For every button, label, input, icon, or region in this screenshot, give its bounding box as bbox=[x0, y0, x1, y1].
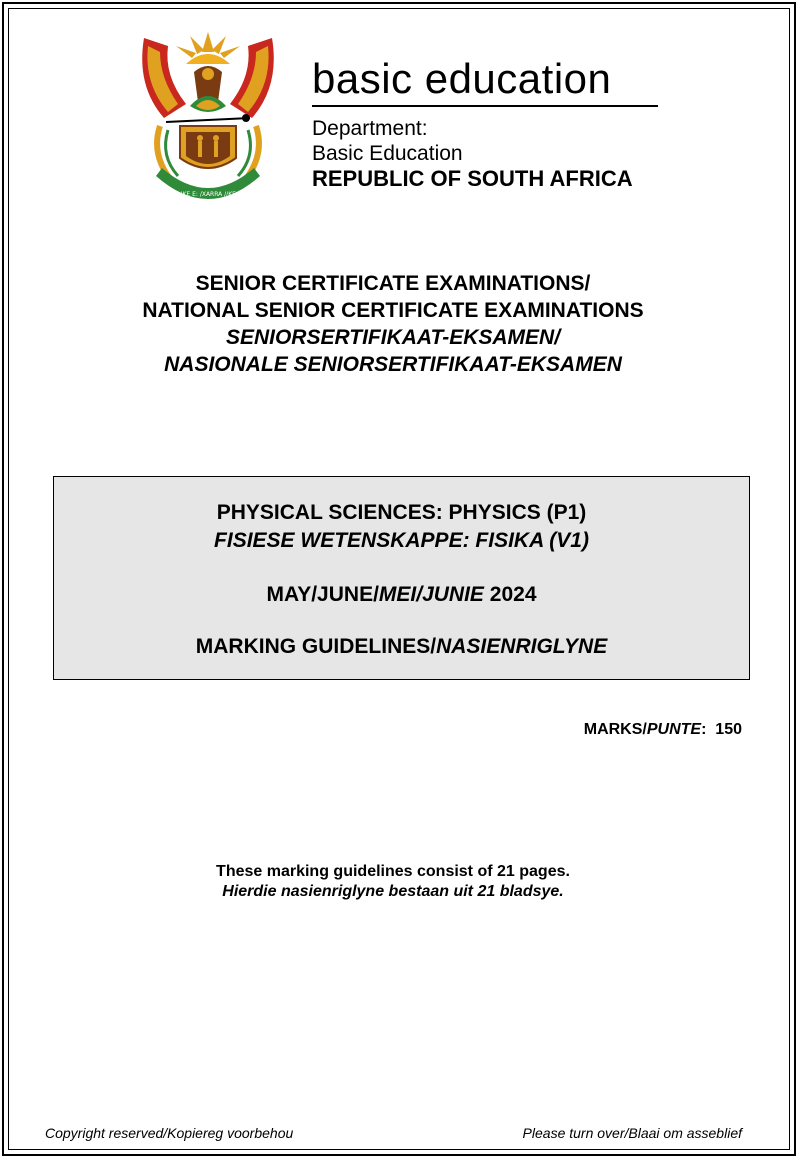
footer-copyright: Copyright reserved/Kopiereg voorbehou bbox=[45, 1125, 294, 1141]
marks-separator: : bbox=[701, 721, 716, 738]
marks-label-afrikaans: PUNTE bbox=[646, 721, 702, 738]
session-afrikaans: MEI/JUNIE bbox=[378, 583, 484, 606]
country-name: REPUBLIC OF SOUTH AFRICA bbox=[312, 166, 633, 191]
page-count-afrikaans: Hierdie nasienriglyne bestaan uit 21 bladsye. bbox=[222, 883, 564, 900]
department-label: Department: bbox=[312, 117, 428, 140]
motto-text: !KE E: /XARRA //KE bbox=[180, 191, 236, 198]
document-type-english: MARKING GUIDELINES/ bbox=[195, 635, 437, 658]
footer-turn-over: Please turn over/Blaai om asseblief bbox=[522, 1125, 742, 1141]
sun-icon bbox=[176, 32, 240, 64]
document-type bbox=[54, 635, 749, 659]
coat-of-arms-logo bbox=[134, 26, 282, 206]
marks-value: 150 bbox=[715, 721, 742, 738]
brand-underline bbox=[312, 105, 658, 107]
marks-label-english: MARKS/ bbox=[583, 721, 647, 738]
exam-heading-line-1: SENIOR CERTIFICATE EXAMINATIONS/ bbox=[195, 272, 591, 295]
session-english: MAY/JUNE/ bbox=[266, 583, 379, 606]
department-block bbox=[312, 116, 633, 191]
department-name: Basic Education bbox=[312, 142, 463, 165]
exam-heading-line-2: NATIONAL SENIOR CERTIFICATE EXAMINATIONS bbox=[142, 299, 644, 322]
brand-title: basic education bbox=[312, 55, 612, 102]
subject-english: PHYSICAL SCIENCES: PHYSICS (P1) bbox=[216, 501, 587, 524]
page-count-english: These marking guidelines consist of 21 pages. bbox=[216, 863, 570, 880]
document-type-afrikaans: NASIENRIGLYNE bbox=[436, 635, 608, 658]
subject-afrikaans: FISIESE WETENSKAPPE: FISIKA (V1) bbox=[214, 529, 589, 552]
exam-session bbox=[54, 583, 749, 607]
exam-heading-line-3: SENIORSERTIFIKAAT-EKSAMEN/ bbox=[225, 326, 561, 349]
title-box bbox=[53, 476, 750, 680]
session-year: 2024 bbox=[483, 583, 537, 606]
exam-heading bbox=[0, 270, 786, 378]
page-count-note bbox=[0, 862, 786, 902]
exam-heading-line-4: NASIONALE SENIORSERTIFIKAAT-EKSAMEN bbox=[164, 353, 622, 376]
total-marks bbox=[584, 721, 742, 739]
